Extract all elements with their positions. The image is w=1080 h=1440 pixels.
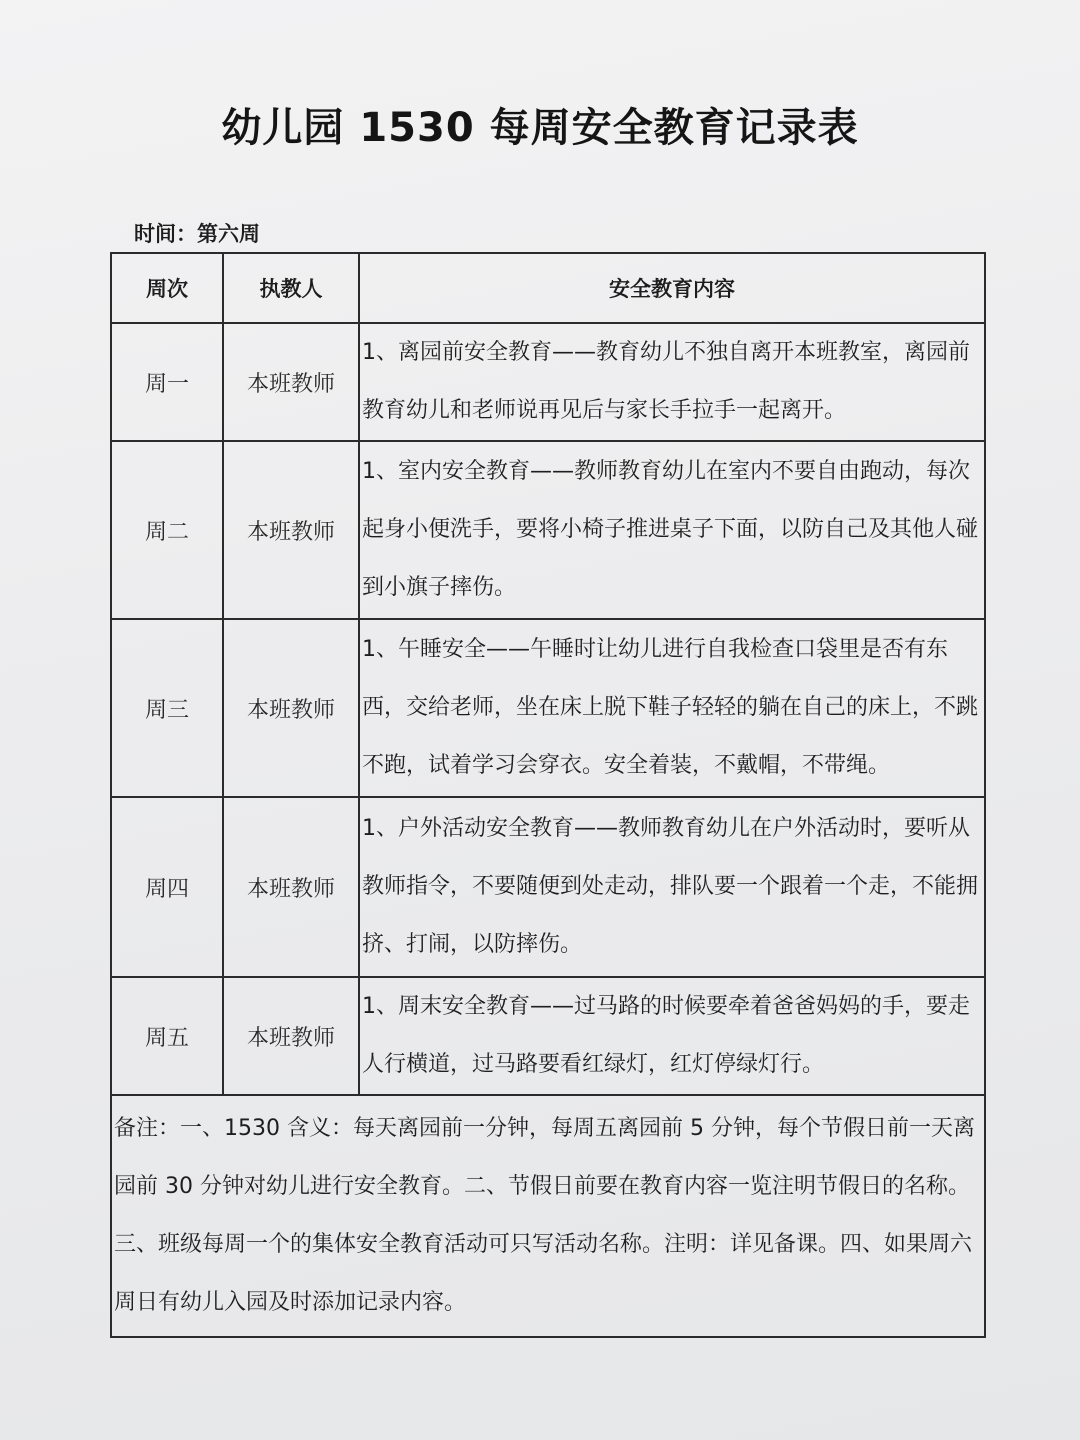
table-row [111, 323, 985, 441]
content-cell: 1、午睡安全——午睡时让幼儿进行自我检查口袋里是否有东西，交给老师，坐在床上脱下鞋子轻轻的躺在自己的床上，不跳不跑，试着学习会穿衣。安全着装，不戴帽，不带绳。 [359, 619, 985, 797]
safety-record-table [110, 252, 986, 1338]
content-cell: 1、室内安全教育——教师教育幼儿在室内不要自由跑动，每次起身小便洗手，要将小椅子推进桌子下面，以防自己及其他人碰到小旗子摔伤。 [359, 441, 985, 619]
week-cell: 周五 [111, 977, 223, 1095]
teacher-cell: 本班教师 [223, 619, 359, 797]
teacher-cell: 本班教师 [223, 441, 359, 619]
table-row [111, 797, 985, 977]
week-cell: 周三 [111, 619, 223, 797]
content-cell: 1、周末安全教育——过马路的时候要牵着爸爸妈妈的手，要走人行横道，过马路要看红绿灯，红灯停绿灯行。 [359, 977, 985, 1095]
table-row [111, 441, 985, 619]
page-title: 幼儿园 1530 每周安全教育记录表 [221, 105, 859, 151]
table-header-row [111, 253, 985, 323]
table-row [111, 977, 985, 1095]
notes-row [111, 1095, 985, 1337]
time-label: 时间：第六周 [134, 222, 260, 246]
table-row [111, 619, 985, 797]
teacher-cell: 本班教师 [223, 323, 359, 441]
notes-cell: 备注：一、1530 含义：每天离园前一分钟，每周五离园前 5 分钟，每个节假日前一天离园前 30 分钟对幼儿进行安全教育。二、节假日前要在教育内容一览注明节假日的名称。三、班级每周一个的集体安全教育活动可只写活动名称。注明：详见备课。四、如果周六周日有幼儿入园及时添加记录内容。 [111, 1095, 985, 1337]
header-week: 周次 [111, 253, 223, 323]
teacher-cell: 本班教师 [223, 977, 359, 1095]
content-cell: 1、离园前安全教育——教育幼儿不独自离开本班教室，离园前教育幼儿和老师说再见后与家长手拉手一起离开。 [359, 323, 985, 441]
content-cell: 1、户外活动安全教育——教师教育幼儿在户外活动时，要听从教师指令，不要随便到处走动，排队要一个跟着一个走，不能拥挤、打闹，以防摔伤。 [359, 797, 985, 977]
week-cell: 周四 [111, 797, 223, 977]
header-content: 安全教育内容 [359, 253, 985, 323]
teacher-cell: 本班教师 [223, 797, 359, 977]
header-teacher: 执教人 [223, 253, 359, 323]
week-cell: 周一 [111, 323, 223, 441]
week-cell: 周二 [111, 441, 223, 619]
